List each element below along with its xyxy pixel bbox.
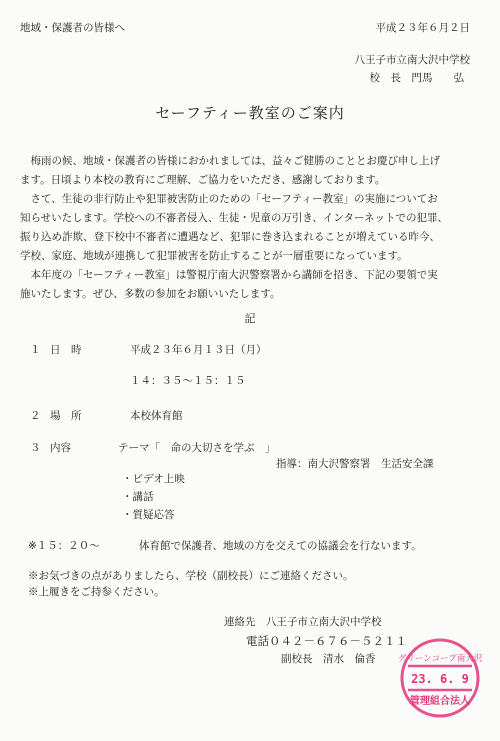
stamp-bottom-text: 管理組合法人: [410, 696, 470, 707]
content-item: ・質疑応答: [122, 509, 175, 521]
body-line: 知らせいたします。学校への不審者侵入、生徒・児童の万引き、インターネットでの犯罪、: [20, 212, 448, 224]
contact-label: 連絡先 八王子市立南大沢中学校: [224, 616, 382, 628]
body-line: ます。日頃より本校の教育にご理解、ご協力をいただき、感謝しております。: [20, 174, 386, 186]
body-line: 本年度の「セーフティー教室」は警視庁南大沢警察署から講師を招き、下記の要領で実: [20, 269, 438, 281]
event-date: 平成２３年６月１３日（月）: [130, 344, 267, 356]
body-line: 梅雨の候、地域・保護者の皆様におかれましては、益々ご健勝のこととお慶び申し上げ: [20, 155, 440, 167]
note-text: 体育館で保護者、地域の方を交えての協議会を行ないます。: [139, 540, 422, 552]
event-place: 本校体育館: [130, 410, 183, 422]
note-line: ※お気づきの点がありましたら、学校（副校長）にご連絡ください。: [28, 570, 354, 582]
issue-date: 平成２３年６月２日: [375, 22, 470, 34]
principal-name: 校 長 門馬 弘: [369, 72, 464, 84]
note-line: ※上履きをご持参ください。: [28, 586, 165, 598]
body-line: 施いたします。ぜひ、多数の参加をお願いいたします。: [20, 288, 281, 300]
stamp-top-text: グリーンコープ南大沢: [398, 654, 482, 664]
addressee: 地域・保護者の皆様へ: [20, 22, 125, 34]
item-number: ３: [30, 442, 41, 454]
item-number: ２: [30, 410, 41, 422]
contact-phone: 電話０４２－６７６－５２１１: [246, 634, 407, 648]
item-label-content: 内容: [50, 442, 71, 454]
event-time: １４：３５～１５：１５: [130, 375, 246, 387]
item-number: １: [30, 344, 41, 356]
contact-person: 副校長 清水 倫香: [281, 653, 376, 665]
school-name: 八王子市立南大沢中学校: [354, 54, 470, 66]
ki-heading: 記: [244, 312, 256, 325]
stamp-icon: [398, 636, 482, 720]
received-stamp: [398, 636, 482, 720]
body-line: 学校、家庭、地域が連携して犯罪被害を防止することが一層重要になっています。: [20, 250, 408, 262]
item-label-datetime: 日 時: [50, 344, 82, 356]
body-line: さて、生徒の非行防止や犯罪被害防止のための「セーフティー教室」の実施についてお: [20, 193, 438, 205]
content-item: ・ビデオ上映: [122, 473, 185, 485]
body-line: 振り込め詐欺、登下校中不審者に遭遇など、犯罪に巻き込まれることが増えている昨今、: [20, 231, 440, 243]
event-instructor: 指導：南大沢警察署 生活安全課: [276, 458, 434, 470]
note-time: ※１５：２０～: [28, 540, 100, 552]
item-label-place: 場 所: [50, 410, 82, 422]
content-item: ・講話: [122, 491, 154, 503]
stamp-date-text: 23. 6. 9: [411, 672, 469, 686]
page-title: セーフティー教室のご案内: [155, 104, 345, 122]
event-theme: テーマ「 命の大切さを学ぶ 」: [118, 442, 276, 454]
